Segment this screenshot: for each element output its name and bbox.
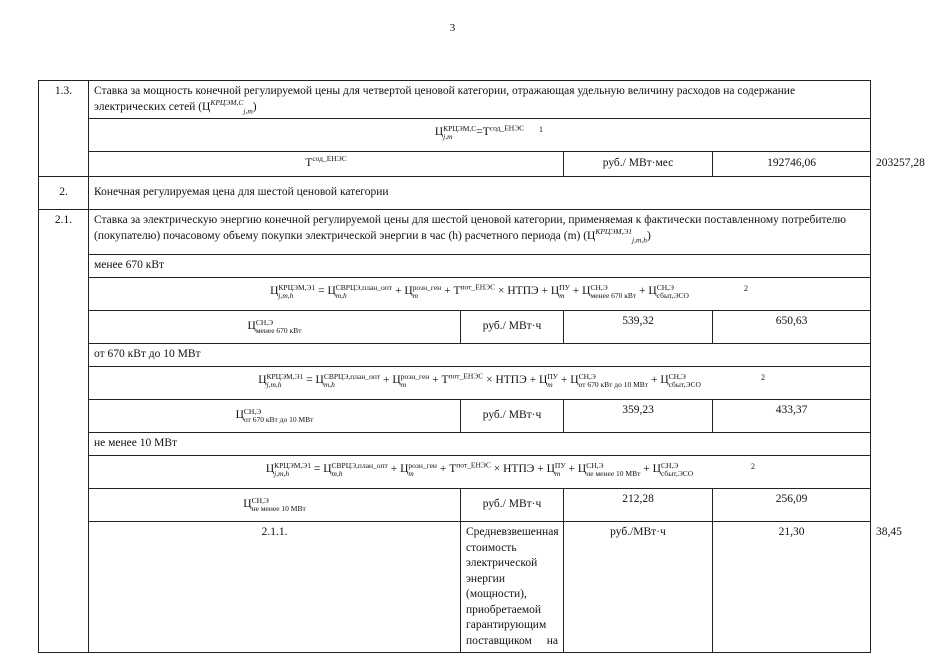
tariff-table-container (38, 80, 925, 653)
row-1-3 (39, 81, 871, 119)
formula-row (39, 119, 871, 152)
value-second-half: 433,37 (713, 400, 871, 433)
value-second-half: 256,09 (713, 489, 871, 522)
row-number: 2. (39, 177, 89, 210)
row-2-1-1: 2.1.1. Средневзвешенная стоимость электрической энергии (мощности), приобретаемой гарантирующим поставщиком на руб./МВт·ч 21,30 38,45 (39, 522, 871, 653)
unit-cell: руб./ МВт·ч (461, 489, 564, 522)
value-first-half: 192746,06 (713, 152, 871, 177)
formula-row (39, 367, 871, 400)
unit-cell: руб./ МВт·мес (564, 152, 713, 177)
group-heading: менее 670 кВт (39, 255, 871, 278)
value-first-half: 21,30 (713, 522, 871, 653)
footnote-mark: 1 (539, 125, 543, 135)
page-number: 3 (449, 22, 456, 34)
formula-fourth-category: Ц КРЦЭМ,С j,m $=Т^{сод\_ЕНЭС}$ 1 (89, 119, 871, 152)
formula-row (39, 456, 871, 489)
formula-sixth-category: Ц КРЦЭМ,Э1 j,m,h = Ц СВРЦЭ,план_опт m,h + Ц розн_ген m + $Т^{пот\_ЕНЭС}$ × НТПЭ + Ц ПУ m + Ц СН,Э менее 670 кВт + Ц СН,Э сбыт,ЭСО 2 (89, 278, 871, 311)
value-second-half: 650,63 (713, 311, 871, 344)
formula-sixth-category: Ц КРЦЭМ,Э1 j,m,h = Ц СВРЦЭ,план_опт m,h + Ц розн_ген m + $Т^{пот\_ЕНЭС}$ × НТПЭ + Ц ПУ m + Ц СН,Э не менее 10 МВт + Ц СН,Э сбыт,ЭСО 2 (89, 456, 871, 489)
unit-cell: руб./ МВт·ч (461, 311, 564, 344)
value-label: Ц СН,Э менее 670 кВт (89, 311, 461, 344)
unit-cell: руб./МВт·ч (564, 522, 713, 653)
value-first-half: 212,28 (564, 489, 713, 522)
value-first-half: 359,23 (564, 400, 713, 433)
row-description: Ставка за мощность конечной регулируемой цены для четвертой ценовой категории, отражающая удельную величину расходов на содержание электрических сетей $(Ц^{КРЦЭМ,С}_{j,m})$ (89, 81, 871, 119)
group-heading: от 670 кВт до 10 МВт (39, 344, 871, 367)
value-first-half: 539,32 (564, 311, 713, 344)
value-label: Ц СН,Э не менее 10 МВт (89, 489, 461, 522)
formula-row (39, 278, 871, 311)
data-row (39, 489, 871, 522)
row-number: 2.1.1. (89, 522, 461, 653)
data-row (39, 400, 871, 433)
value-label: Ц СН,Э от 670 кВт до 10 МВт (89, 400, 461, 433)
row-description: Средневзвешенная стоимость электрической энергии (мощности), приобретаемой гарантирующим поставщиком на (461, 522, 564, 653)
row-number: 1.3. (39, 81, 89, 177)
data-row: $Т^{сод\_ЕНЭС}$ руб./ МВт·мес 192746,06 203257,28 (39, 152, 871, 177)
row-number: 2.1. (39, 210, 89, 653)
row-2-1 (39, 210, 871, 255)
data-row (39, 311, 871, 344)
row-description: Конечная регулируемая цена для шестой ценовой категории (89, 177, 871, 210)
formula-sixth-category: Ц КРЦЭМ,Э1 j,m,h = Ц СВРЦЭ,план_опт m,h + Ц розн_ген m + $Т^{пот\_ЕНЭС}$ × НТПЭ + Ц ПУ m + Ц СН,Э от 670 кВт до 10 МВт + Ц СН,Э сбыт,ЭСО 2 (89, 367, 871, 400)
value-label: $Т^{сод\_ЕНЭС}$ (89, 152, 564, 177)
row-2 (39, 177, 871, 210)
unit-cell: руб./ МВт·ч (461, 400, 564, 433)
group-heading: не менее 10 МВт (39, 433, 871, 456)
row-description: Ставка за электрическую энергию конечной регулируемой цены для шестой ценовой категории, применяемая к фактически поставленному потребителю (покупателю) почасовому объему покупки электрической энергии в час (h) расчетного периода (m) $(Ц^{КРЦЭМ,Э1}_{j,m,h})$ (89, 210, 871, 255)
tariff-table (38, 80, 925, 653)
